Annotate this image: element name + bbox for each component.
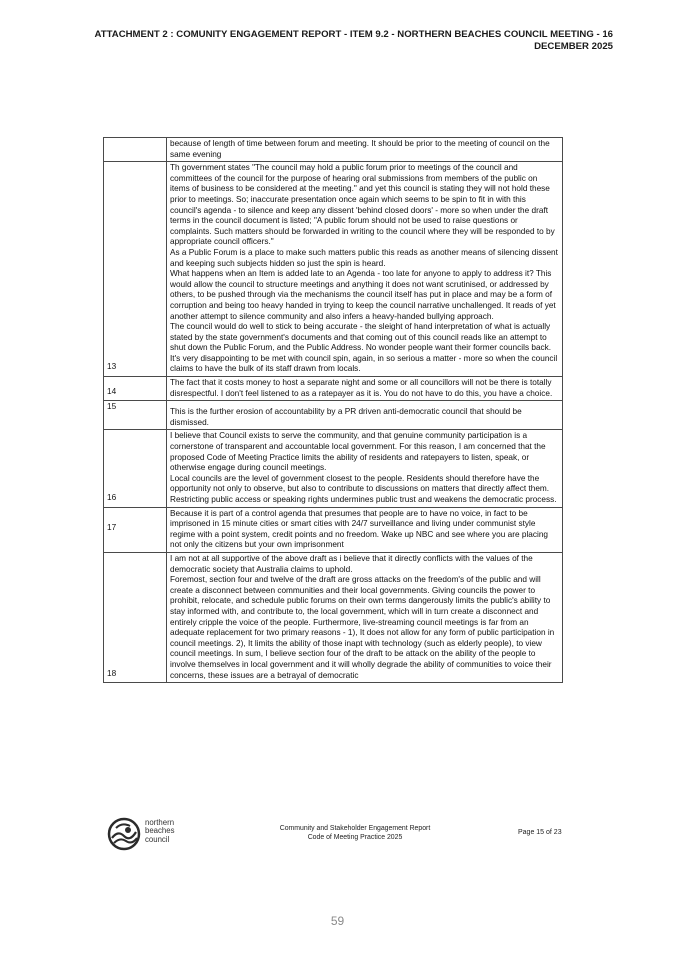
response-paragraph: Th government states "The council may hold a public forum prior to meetings of the council and committees of the council for the purpose of hearing oral submissions from members of the public on items of business to be considered at the meeting." and yet this council is stating they will not hold these prior to meetings. So; inaccurate presentation once again which seems to be spin to fit in with this council's agenda - to silence and keep any dissent 'behind closed doors' - more so when under the draft terms in the council document is listed; "A public forum should not be used to raise questions or complaints. Such matters should be forwarded in writing to the council where they will be responded to by appropriate council officers." — [170, 163, 555, 247]
row-number: 17 — [104, 507, 167, 552]
row-response — [167, 507, 563, 552]
response-paragraph: Because it is part of a control agenda that presumes that people are to have no voice, in fact to be imprisoned in 15 minute cities or smart cities with 24/7 surveillance and living under communist style regime with a point system, credit points and no freedom. Wake up NBC and see where you are placing not only the citizens but your own imprisonment — [170, 508, 549, 550]
logo-line: northern — [145, 818, 175, 827]
response-paragraph: Foremost, section four and twelve of the draft are gross attacks on the freedom's of the public and will create a disconnect between communities and their local governments. Giving councils the power to prohibit, relocate, and schedule public forums on their own terms dangerously limits the public's ability to stay informed with, and contribute to, the local government, which will in turn create a disconnect and entirely cripple the voice of the people. Furthermore, live-streaming council meetings is far from an adequate replacement for two primary reasons - 1), It does not allow for any form of public participation in council meetings. 2), It limits the ability of those inapt with technology (such as elderly people), to view council meetings. In sum, I believe section four of the draft to be attack on the ability of the people to involve themselves in local government and it will wholly degrade the ability of communities to voice their concerns, these issues are a betrayal of democratic — [170, 575, 555, 680]
responses-table — [103, 137, 563, 683]
footer-report-info — [250, 825, 460, 843]
report-title: Community and Stakeholder Engagement Report — [279, 825, 431, 832]
row-response — [167, 377, 563, 401]
row-response — [167, 430, 563, 507]
table-row — [104, 138, 563, 162]
row-number: 18 — [104, 552, 167, 682]
report-subtitle: Code of Meeting Practice 2025 — [307, 833, 403, 841]
response-paragraph: The fact that it costs money to host a separate night and some or all councillors will not be there is totally disrespectful. I don't feel listened to as a ratepayer as it is. You do not have to do this, you have a choice. — [170, 378, 553, 398]
page-header — [40, 29, 613, 52]
response-paragraph: I believe that Council exists to serve the community, and that genuine community participation is a cornerstone of transparent and accountable local government. For this reason, I am concerned that the proposed Code of Meeting Practice limits the ability of residents and ratepayers to listen, speak, or otherwise engage during council meetings. — [170, 431, 546, 473]
row-number: 16 — [104, 430, 167, 507]
row-response — [167, 552, 563, 682]
row-number — [104, 138, 167, 162]
response-paragraph: What happens when an Item is added late to an Agenda - too late for anyone to apply to address it? This would allow the council to structure meetings and anything it does not want scrutinised, or addressed by others, to be pushed through via the mechanisms the council itself has put in place and may be a form of corruption and being too heavy handed in trying to keep the council narrative unchallenged. It reads of yet another attempt to silence community and also infers a heavy-handed bullying approach. — [170, 269, 556, 321]
logo-line: beaches — [145, 826, 175, 836]
council-logo-icon — [106, 816, 142, 852]
response-paragraph: As a Public Forum is a place to make such matters public this reads as another means of silencing dissent and keeping such subjects hidden so just the spin is heard. — [170, 247, 558, 268]
council-logo — [106, 816, 196, 852]
page-of-label: Page 15 of 23 — [518, 829, 562, 836]
header-line-1: ATTACHMENT 2 : COMUNITY ENGAGEMENT REPORT - ITEM 9.2 - NORTHERN BEACHES COUNCIL MEETING - 16 — [94, 29, 613, 40]
response-paragraph: This is the further erosion of accountability by a PR driven anti-democratic council that should be dismissed. — [170, 407, 522, 427]
response-paragraph: Local councils are the level of government closest to the people. Residents should therefore have the opportunity not only to observe, but also to contribute to discussions on matters that directly affect them. Restricting public access or speaking rights undermines public trust and weakens the democratic process. — [170, 473, 557, 504]
header-line-2: DECEMBER 2025 — [534, 40, 613, 52]
response-paragraph: because of length of time between forum and meeting. It should be prior to the meeting of council on the same evening — [170, 139, 550, 159]
page-number: 59 — [330, 914, 345, 928]
table-row — [104, 552, 563, 682]
table-row — [104, 401, 563, 430]
row-response — [167, 138, 563, 162]
response-paragraph: The council would do well to stick to being accurate - the sleight of hand interpretation of what is actually stated by the state government's documents and that coming out of this council reads like an attempt to shut down the Public Forum, and the Public Address. No wonder people want their former councils back. It's very disappointing to be met with council spin, again, in so serious a matter - more so when the council claims to have the bulk of its staff drawn from locals. — [170, 322, 558, 374]
table-row — [104, 430, 563, 507]
row-number: 15 — [104, 401, 167, 430]
row-response — [167, 162, 563, 377]
response-paragraph: I am not at all supportive of the above draft as i believe that it directly conflicts with the values of the democratic society that Australia claims to uphold. — [170, 553, 533, 574]
logo-wordmark — [145, 819, 174, 844]
row-number: 13 — [104, 162, 167, 377]
table-row — [104, 507, 563, 552]
row-response — [167, 401, 563, 430]
logo-line: council — [145, 834, 170, 844]
table-row — [104, 162, 563, 377]
row-number: 14 — [104, 377, 167, 401]
table-row — [104, 377, 563, 401]
